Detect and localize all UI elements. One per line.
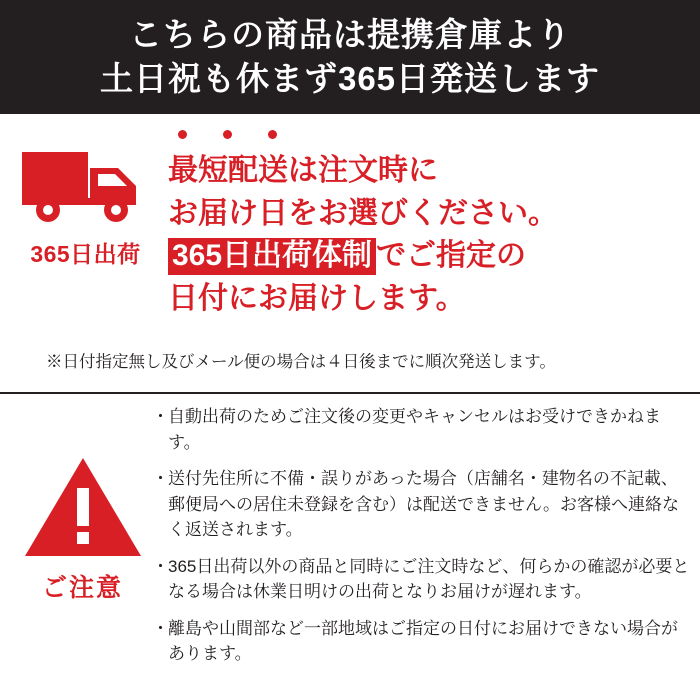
shipping-line-2: お届け日をお選びください。 bbox=[168, 196, 558, 230]
list-item-text: 離島や山間部など一部地域はご指定の日付にお届けできない場合があります。 bbox=[168, 618, 678, 663]
bullet-icon: ・ bbox=[152, 618, 169, 638]
bullet-icon: ・ bbox=[152, 407, 169, 426]
list-item-text: 365日出荷以外の商品と同時にご注文時など、何らかの確認が必要となる場合は休業日明けの出荷となりお届けが遅れます。 bbox=[168, 556, 690, 601]
warning-triangle-icon bbox=[23, 456, 143, 560]
shipping-line-1: 最短配送は注文時に bbox=[168, 154, 438, 187]
caution-caption: ご注意 bbox=[41, 574, 123, 602]
list-item-text: 送付先住所に不備・誤りがあった場合（店舗名・建物名の不記載、郵便局への居住未登録を含む）は配送できません。お客様へ連絡なく返送されます。 bbox=[168, 469, 680, 539]
header-line-2: 土日祝も休まず365日発送します bbox=[99, 60, 601, 97]
list-item bbox=[152, 404, 692, 455]
shipping-line-4: 日付にお届けします。 bbox=[168, 281, 466, 315]
list-item bbox=[152, 616, 692, 667]
dot-3 bbox=[268, 130, 277, 139]
shipping-text-block bbox=[168, 130, 692, 320]
shipping-line-3-rest: でご指定の bbox=[376, 239, 527, 273]
truck-icon bbox=[20, 138, 152, 230]
dot-1 bbox=[178, 130, 187, 139]
shipping-section bbox=[0, 114, 700, 394]
bullet-icon: ・ bbox=[152, 556, 169, 576]
banner-header bbox=[0, 0, 700, 114]
decorative-dots bbox=[178, 130, 277, 139]
dot-2 bbox=[223, 130, 232, 139]
truck-caption: 365日出荷 bbox=[30, 241, 141, 267]
shipping-note: ※日付指定無し及びメール便の場合は４日後までに順次発送します。 bbox=[46, 353, 556, 371]
shipping-line-3-highlight: 365日出荷体制 bbox=[168, 238, 376, 275]
bullet-icon: ・ bbox=[152, 469, 169, 488]
caution-list bbox=[152, 404, 692, 678]
caution-section bbox=[0, 394, 700, 698]
list-item bbox=[152, 554, 692, 605]
header-line-1: こちらの商品は提携倉庫より bbox=[129, 16, 571, 54]
caution-icon-block bbox=[10, 456, 155, 604]
shipping-line-3 bbox=[168, 235, 692, 278]
list-item-text: 自動出荷のためご注文後の変更やキャンセルはお受けできかねます。 bbox=[168, 407, 661, 452]
list-item bbox=[152, 466, 692, 543]
truck-block bbox=[8, 138, 163, 269]
